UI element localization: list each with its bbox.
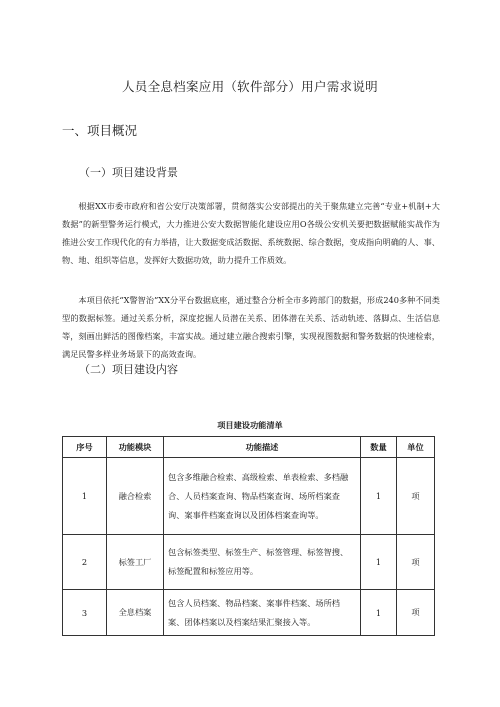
paragraph-background-1: 根据XX市委市政府和省公安厅决策部署，贯彻落实公安部提出的关于聚焦建立完善“专业+机制+大数据”的新型警务运行模式，大力推进公安大数据智能化建设应用O各级公安机关要把数据赋能实战作为推进公安工作现代化的有力举措，让大数据变成活数据、系统数据、综合数据，变成指向明确的人、事、物、地、组织等信息，发挥好大数据功效，助力提升工作质效。 xyxy=(62,201,440,265)
column-header-qty: 数量 xyxy=(361,437,397,458)
section-heading-overview: 一、项目概况 xyxy=(62,123,138,138)
cell-no: 2 xyxy=(63,535,107,590)
table-row xyxy=(63,458,435,535)
cell-desc: 包含标签类型、标签生产、标签管理、标签智搜、标签配置和标签应用等。 xyxy=(164,535,361,590)
column-header-module: 功能模块 xyxy=(107,437,164,458)
cell-qty: 1 xyxy=(361,535,397,590)
cell-desc: 包含多维融合检索、高级检索、单表检索、多档融合、人员档案查询、物品档案查询、场所档案查询、案事件档案查询以及团体档案查询等。 xyxy=(164,458,361,535)
cell-no: 3 xyxy=(63,590,107,636)
table-row xyxy=(63,590,435,636)
column-header-unit: 单位 xyxy=(397,437,435,458)
table-title: 项目建设功能清单 xyxy=(217,420,283,430)
subsection-heading-background: （一）项目建设背景 xyxy=(79,166,178,179)
function-list-table xyxy=(62,436,435,636)
paragraph-background-2: 本项目依托“X警智治”XX分平台数据底座，通过整合分析全市多跨部门的数据，形成240多种不同类型的数据标签。通过关系分析，深度挖掘人员潜在关系、团体潜在关系、活动轨迹、落脚点、生活信息等，刻画出鲜活的图像档案，丰富实战。通过建立融合搜索引擎，实现视图数据和警务数据的快速检索，满足民警多样业务场景下的高效查询。 xyxy=(62,295,440,359)
cell-qty: 1 xyxy=(361,590,397,636)
cell-qty: 1 xyxy=(361,458,397,535)
table-row xyxy=(63,535,435,590)
document-title: 人员全息档案应用（软件部分）用户需求说明 xyxy=(121,79,378,94)
column-header-desc: 功能描述 xyxy=(164,437,361,458)
cell-unit: 项 xyxy=(397,458,435,535)
table-header-row xyxy=(63,437,435,458)
subsection-heading-content: （二）项目建设内容 xyxy=(79,363,178,376)
cell-module: 融合检索 xyxy=(107,458,164,535)
cell-unit: 项 xyxy=(397,590,435,636)
cell-module: 全息档案 xyxy=(107,590,164,636)
cell-desc: 包含人员档案、物品档案、案事件档案、场所档案、团体档案以及档案结果汇聚接入等。 xyxy=(164,590,361,636)
cell-unit: 项 xyxy=(397,535,435,590)
column-header-no: 序号 xyxy=(63,437,107,458)
cell-module: 标签工厂 xyxy=(107,535,164,590)
cell-no: 1 xyxy=(63,458,107,535)
